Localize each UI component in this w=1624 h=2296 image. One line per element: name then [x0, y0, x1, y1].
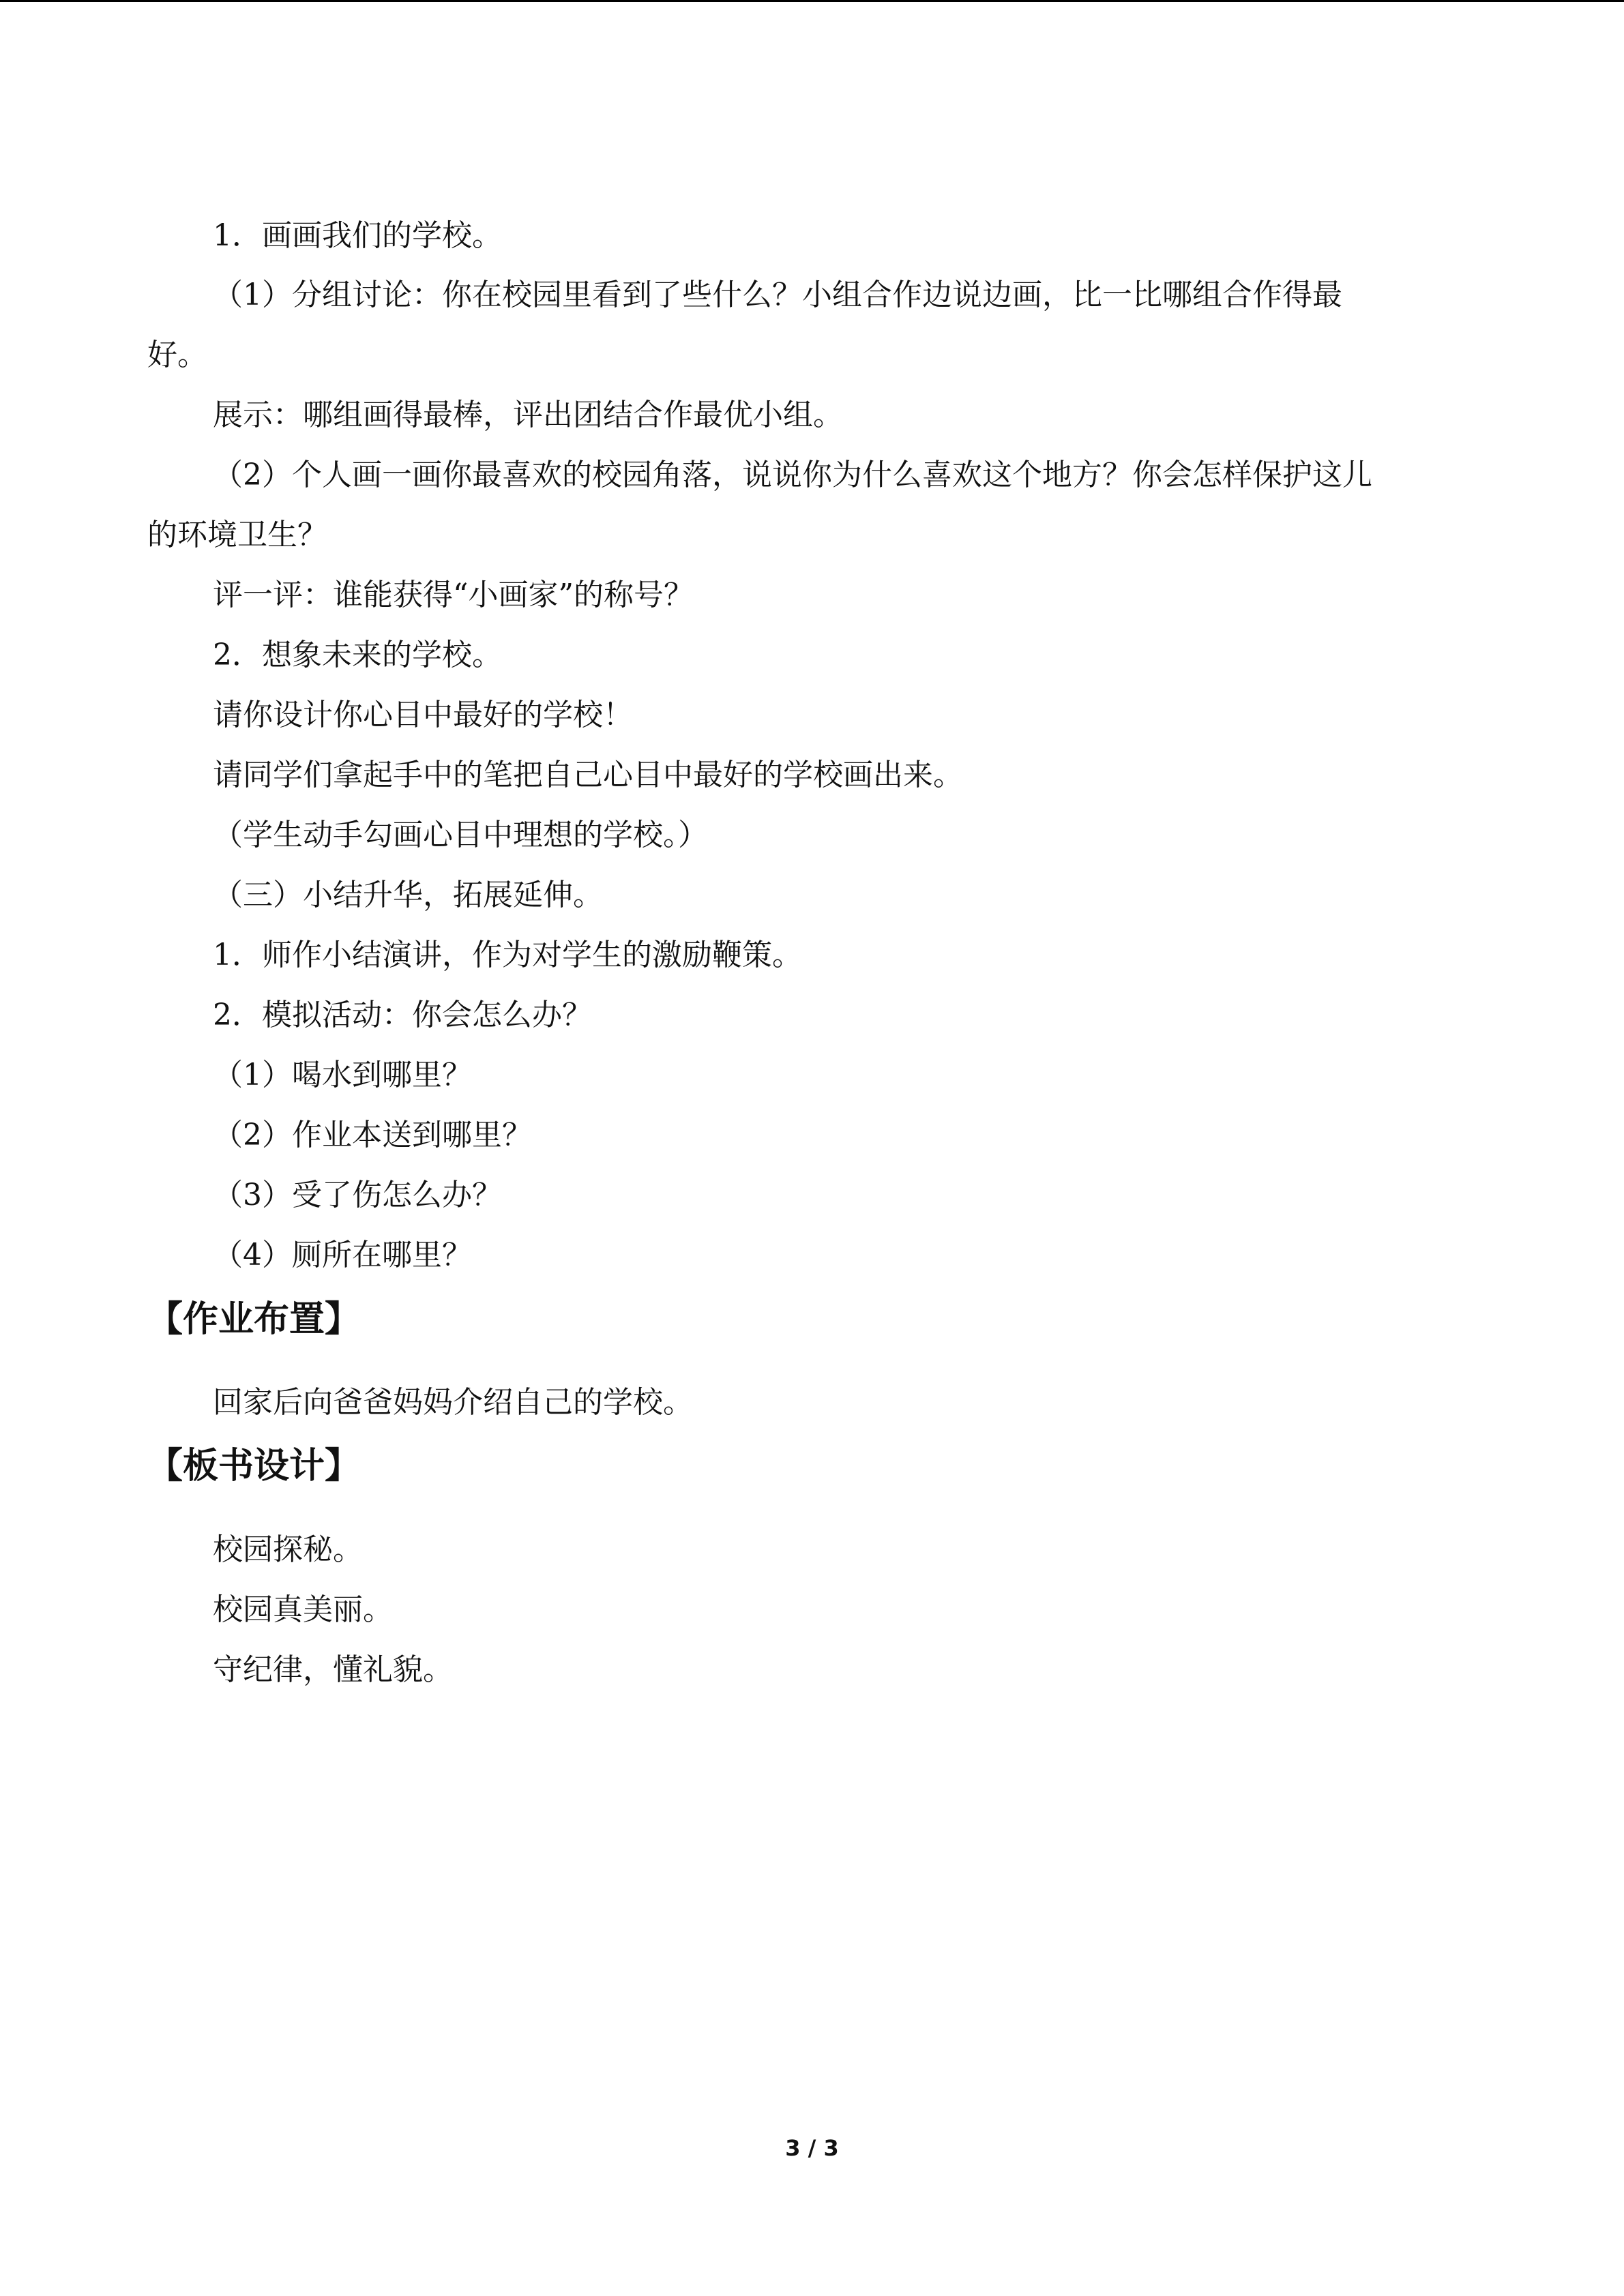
paragraph-line: 好。 — [147, 338, 207, 372]
paragraph-line: 评一评：谁能获得“小画家”的称号？ — [213, 578, 694, 612]
paragraph-line: 请你设计你心目中最好的学校！ — [213, 698, 633, 732]
paragraph-line: 展示：哪组画得最棒，评出团结合作最优小组。 — [213, 398, 843, 432]
paragraph-line: 回家后向爸爸妈妈介绍自己的学校。 — [213, 1385, 693, 1420]
paragraph-line: 2．想象未来的学校。 — [213, 638, 502, 672]
top-border-rule — [0, 0, 1624, 2]
section-heading-homework: 【作业布置】 — [147, 1299, 361, 1340]
page-number: 3 / 3 — [785, 2135, 839, 2161]
paragraph-line: 2．模拟活动：你会怎么办？ — [213, 998, 592, 1032]
paragraph-line: 校园探秘。 — [213, 1532, 363, 1567]
paragraph-line: （三）小结升华，拓展延伸。 — [213, 878, 603, 912]
paragraph-line: 守纪律，懂礼貌。 — [213, 1652, 453, 1687]
section-heading-board: 【板书设计】 — [147, 1446, 361, 1487]
paragraph-line: （3）受了伤怎么办？ — [213, 1178, 502, 1212]
paragraph-line: 校园真美丽。 — [213, 1592, 393, 1627]
paragraph-line: 请同学们拿起手中的笔把自己心目中最好的学校画出来。 — [213, 758, 963, 792]
paragraph-line: （1）分组讨论：你在校园里看到了些什么？小组合作边说边画，比一比哪组合作得最 — [213, 278, 1342, 312]
paragraph-line: 1．画画我们的学校。 — [213, 218, 502, 253]
paragraph-line: （学生动手勾画心目中理想的学校。） — [213, 818, 708, 852]
paragraph-line: 的环境卫生？ — [147, 518, 327, 552]
paragraph-line: （2）作业本送到哪里？ — [213, 1118, 532, 1152]
paragraph-line: （1）喝水到哪里？ — [213, 1058, 472, 1092]
paragraph-line: （2）个人画一画你最喜欢的校园角落，说说你为什么喜欢这个地方？你会怎样保护这儿 — [213, 458, 1372, 492]
paragraph-line: （4）厕所在哪里？ — [213, 1238, 472, 1272]
paragraph-line: 1．师作小结演讲，作为对学生的激励鞭策。 — [213, 938, 802, 972]
